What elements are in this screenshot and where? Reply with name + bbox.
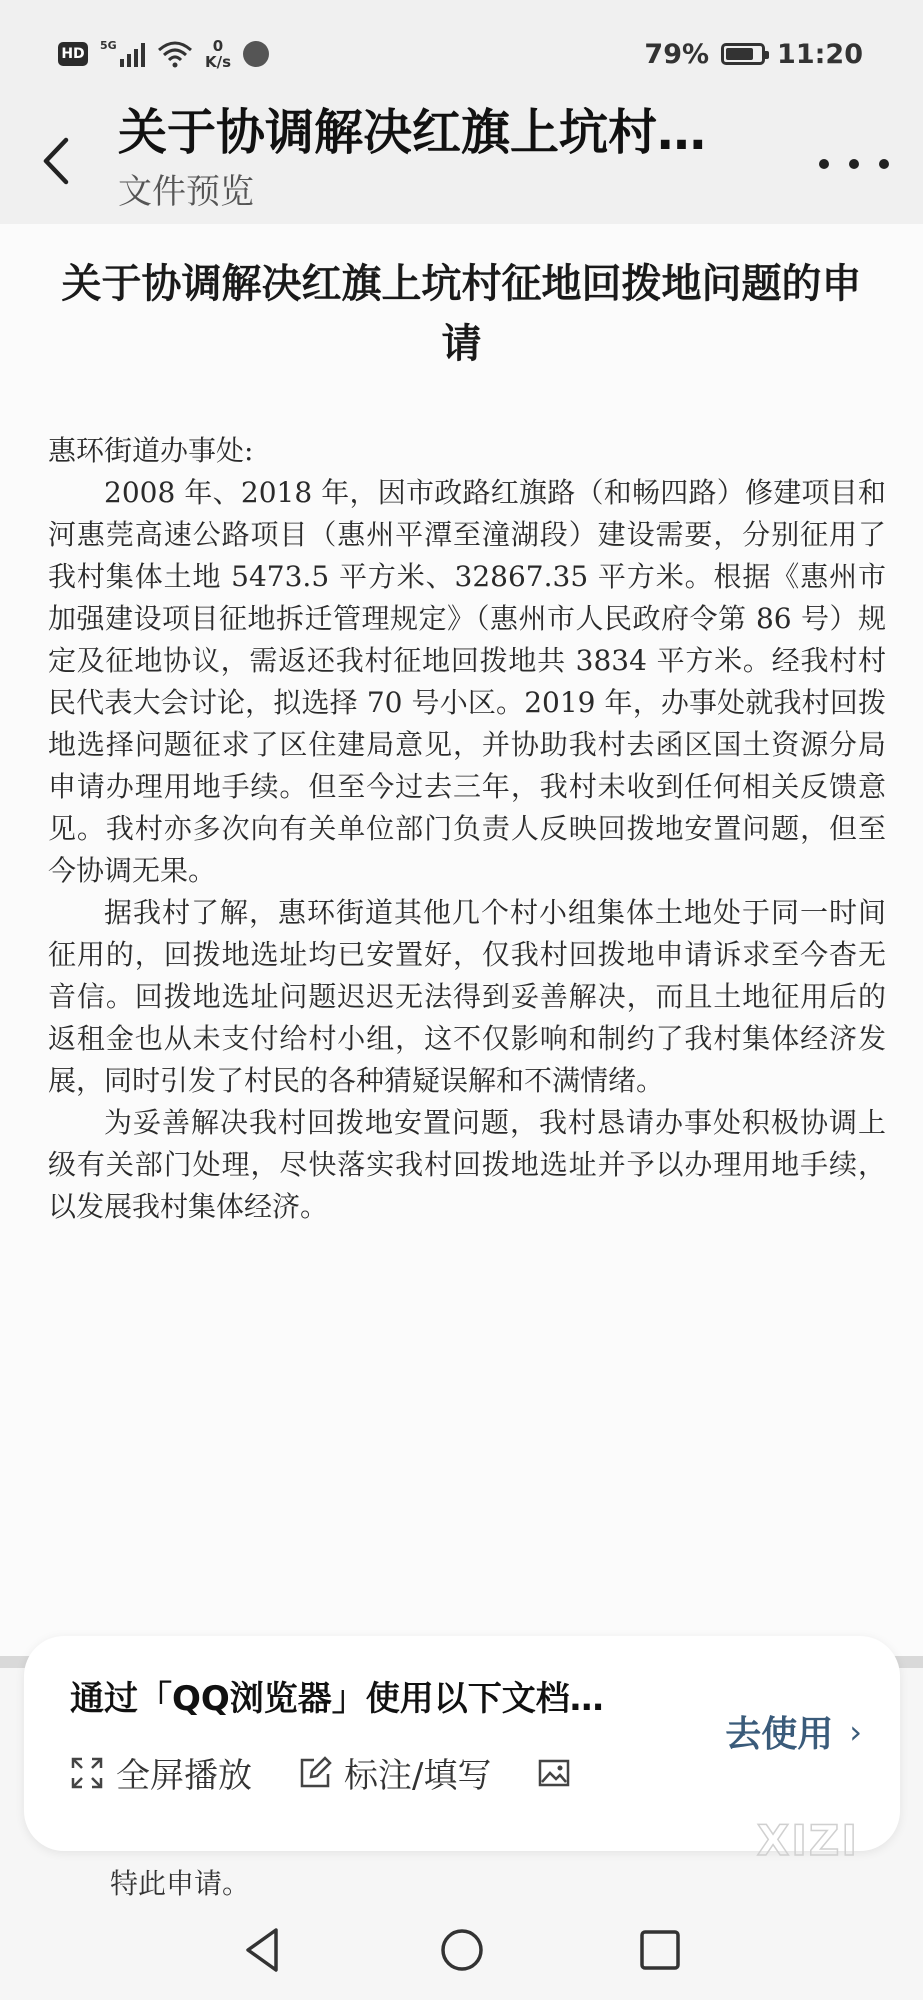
status-right bbox=[644, 32, 863, 76]
promo-actions bbox=[70, 1748, 617, 1797]
system-nav-bar bbox=[0, 1900, 923, 2000]
document-salutation: 惠环街道办事处: bbox=[48, 434, 254, 467]
status-bar bbox=[0, 0, 923, 104]
document-preview[interactable] bbox=[0, 224, 923, 1660]
chevron-right-icon: › bbox=[849, 1712, 862, 1751]
notification-icon bbox=[243, 41, 269, 67]
speed-value: 0 bbox=[212, 37, 224, 55]
clock: 11:20 bbox=[777, 38, 863, 70]
status-left bbox=[58, 32, 269, 76]
watermark: XIZI bbox=[756, 1816, 859, 1865]
nav-recent-icon[interactable] bbox=[632, 1922, 688, 1978]
document-body bbox=[48, 430, 886, 1228]
chevron-left-icon[interactable] bbox=[34, 126, 78, 196]
page-title: 关于协调解决红旗上坑村… bbox=[118, 104, 707, 161]
battery-icon bbox=[721, 43, 765, 65]
fullscreen-icon bbox=[70, 1756, 104, 1790]
document-closing: 特此申请。 bbox=[110, 1867, 251, 1900]
nav-home-icon[interactable] bbox=[434, 1922, 490, 1978]
edit-icon bbox=[298, 1756, 332, 1790]
go-use-label: 去使用 bbox=[725, 1714, 834, 1755]
image-icon bbox=[537, 1756, 571, 1790]
app-header bbox=[0, 104, 923, 224]
nav-back-icon[interactable] bbox=[236, 1922, 292, 1978]
fullscreen-button[interactable] bbox=[70, 1748, 252, 1797]
battery-level bbox=[726, 48, 753, 60]
page-subtitle: 文件预览 bbox=[118, 172, 254, 212]
document-paragraph: 据我村了解，惠环街道其他几个村小组集体土地处于同一时间征用的，回拨地选址均已安置好，仅我村回拨地申请诉求至今杳无音信。回拨地选址问题迟迟无法得到妥善解决，而且土地征用后的返租金也从未支付给村小组，这不仅影响和制约了我村集体经济发展，同时引发了村民的各种猜疑误解和不满情绪。 bbox=[48, 896, 886, 1097]
more-dots-icon[interactable] bbox=[819, 134, 889, 194]
fullscreen-label: 全屏播放 bbox=[116, 1756, 252, 1796]
document-paragraph: 为妥善解决我村回拨地安置问题，我村恳请办事处积极协调上级有关部门处理，尽快落实我村回拨地选址并予以办理用地手续，以发展我村集体经济。 bbox=[48, 1106, 886, 1223]
promo-text: 通过「QQ浏览器」使用以下文档… bbox=[70, 1679, 604, 1719]
speed-unit: K/s bbox=[205, 53, 232, 71]
hd-badge: HD bbox=[58, 42, 88, 66]
document-title: 关于协调解决红旗上坑村征地回拨地问题的申请 bbox=[61, 260, 862, 367]
network-speed bbox=[205, 38, 231, 70]
document-paragraph: 2008 年、2018 年，因市政路红旗路（和畅四路）修建项目和河惠莞高速公路项目（惠州平潭至潼湖段）建设需要，分别征用了我村集体土地 5473.5 平方米、32867.35 平方米。根据《惠州市加强建设项目征地拆迁管理规定》（惠州市人民政府令第 86 号）规定及征地协议，需返还我村征地回拨地共 3834 平方米。经我村村民代表大会讨论，拟选择 70 号小区。2019 年，办事处就我村回拨地选择问题征求了区住建局意见，并协助我村去函区国土资源分局申请办理用地手续。但至今过去三年，我村未收到任何相关反馈意见。我村亦多次向有关单位部门负责人反映回拨地安置问题，但至今协调无果。 bbox=[48, 476, 886, 887]
wifi-icon bbox=[157, 40, 193, 68]
annotate-label: 标注/填写 bbox=[344, 1756, 492, 1796]
image-button[interactable] bbox=[537, 1756, 571, 1790]
go-use-button[interactable] bbox=[725, 1706, 862, 1757]
battery-percent: 79% bbox=[644, 38, 710, 70]
signal-icon bbox=[100, 41, 145, 67]
network-type: 5G bbox=[100, 39, 117, 52]
annotate-button[interactable] bbox=[298, 1748, 491, 1797]
